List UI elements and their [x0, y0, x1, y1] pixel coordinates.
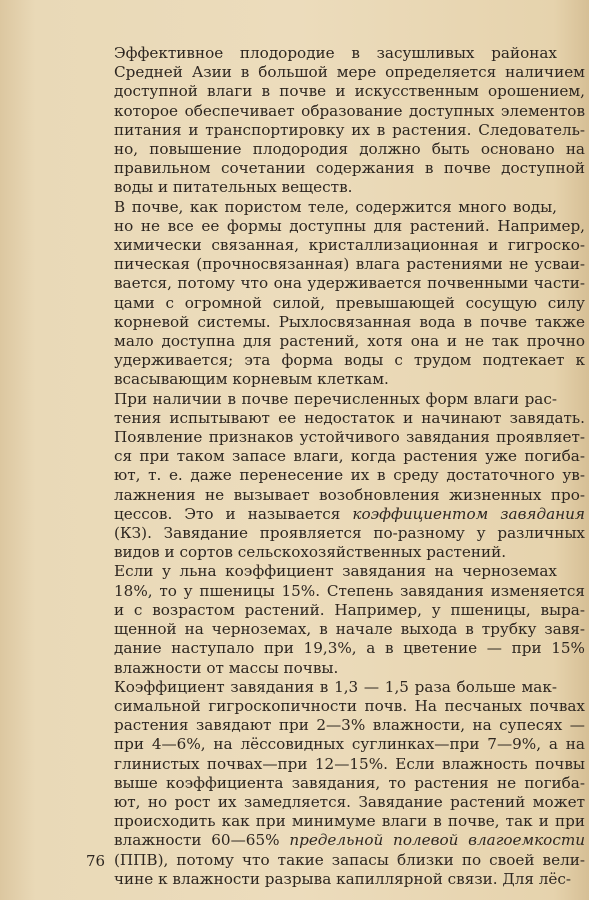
- text-line: но, повышение плодородия должно быть основано на: [114, 140, 585, 159]
- text-line: видов и сортов сельскохозяйственных растений.: [114, 543, 507, 562]
- text-line: ся при таком запасе влаги, когда растения уже погиба-: [114, 447, 585, 466]
- text-line: 18%, то у пшеницы 15%. Степень завядания изменяется: [114, 581, 585, 600]
- text-line: тения испытывают ее недостаток и начинают завядать.: [114, 408, 585, 427]
- text-block: [86, 44, 586, 889]
- text-line: В почве, как пористом теле, содержится много воды,: [114, 197, 557, 216]
- text-line: мало доступна для растений, хотя она и не так прочно: [114, 332, 585, 351]
- text-line: корневой системы. Рыхлосвязанная вода в почве также: [114, 312, 585, 331]
- paragraph-1: [86, 44, 585, 198]
- text-line: лажнения не вызывает возобновления жизненных про-: [114, 485, 585, 504]
- text-line: химически связанная, кристаллизационная и гигроско-: [114, 236, 585, 255]
- text-line: чине к влажности разрыва капиллярной связи. Для лёс-: [114, 869, 572, 888]
- text-line: всасывающим корневым клеткам.: [114, 370, 389, 389]
- text-line: происходить как при минимуме влаги в почве, так и при: [114, 812, 585, 831]
- paragraph-4: [86, 562, 585, 677]
- text-line: выше коэффициента завядания, то растения не погиба-: [114, 773, 585, 792]
- text-line: которое обеспечивает образование доступных элементов: [114, 101, 585, 120]
- text-line: правильном сочетании содержания в почве доступной: [114, 159, 585, 178]
- paragraph-5: [86, 677, 586, 889]
- text-line: дание наступало при 19,3%, а в цветение — при 15%: [114, 639, 585, 658]
- text-line: Если у льна коэффициент завядания на черноземах: [114, 562, 557, 581]
- text-line: воды и питательных веществ.: [114, 178, 353, 197]
- text-line: при 4—6%, на лёссовидных суглинках—при 7—9%, а на: [114, 735, 585, 754]
- text-line: цами с огромной силой, превышающей сосущую силу: [114, 293, 585, 312]
- text-line: (ППВ), потому что такие запасы близки по своей вели-: [114, 850, 585, 869]
- text-line: растения завядают при 2—3% влажности, на супесях —: [114, 716, 585, 735]
- text-fragment: влажности 60—65%: [114, 831, 290, 850]
- term-wilting-coefficient: коэффициентом завядания: [352, 504, 585, 523]
- text-line: Появление признаков устойчивого завядания проявляет-: [114, 428, 585, 447]
- term-field-capacity: предельной полевой влагоемкости: [289, 831, 586, 850]
- text-line: Коэффициент завядания в 1,3 — 1,5 раза больше мак-: [114, 677, 557, 696]
- text-line: щенной на черноземах, в начале выхода в трубку завя-: [114, 620, 585, 639]
- text-line: влажности от массы почвы.: [114, 658, 339, 677]
- text-line: доступной влаги в почве и искусственным орошением,: [114, 82, 585, 101]
- page-number: 76: [86, 852, 106, 870]
- paragraph-2: [86, 197, 585, 390]
- paragraph-3: [86, 389, 585, 563]
- text-line: Эффективное плодородие в засушливых районах: [114, 44, 557, 62]
- text-line: Средней Азии в большой мере определяется наличием: [114, 63, 585, 82]
- text-line: глинистых почвах—при 12—15%. Если влажность почвы: [114, 754, 585, 773]
- text-line: но не все ее формы доступны для растений. Например,: [114, 216, 585, 235]
- text-line: пическая (прочносвязанная) влага растениями не усваи-: [114, 255, 585, 274]
- text-line: (КЗ). Завядание проявляется по-разному у различных: [114, 524, 585, 543]
- text-line: вается, потому что она удерживается почвенными части-: [114, 274, 585, 293]
- text-line: При наличии в почве перечисленных форм влаги рас-: [114, 389, 557, 408]
- text-line: питания и транспортировку их в растения. Следователь-: [114, 120, 585, 139]
- text-line: симальной гигроскопичности почв. На песчаных почвах: [114, 696, 585, 715]
- text-line: удерживается; эта форма воды с трудом подтекает к: [114, 351, 585, 370]
- text-fragment: цессов. Это и называется: [114, 504, 353, 523]
- text-line: и с возрастом растений. Например, у пшеницы, выра-: [114, 600, 585, 619]
- text-line: ют, т. е. даже перенесение их в среду достаточного ув-: [114, 466, 585, 485]
- text-line-with-term: [86, 831, 586, 850]
- text-line-with-term: [86, 504, 585, 524]
- text-line: ют, но рост их замедляется. Завядание растений может: [114, 792, 585, 811]
